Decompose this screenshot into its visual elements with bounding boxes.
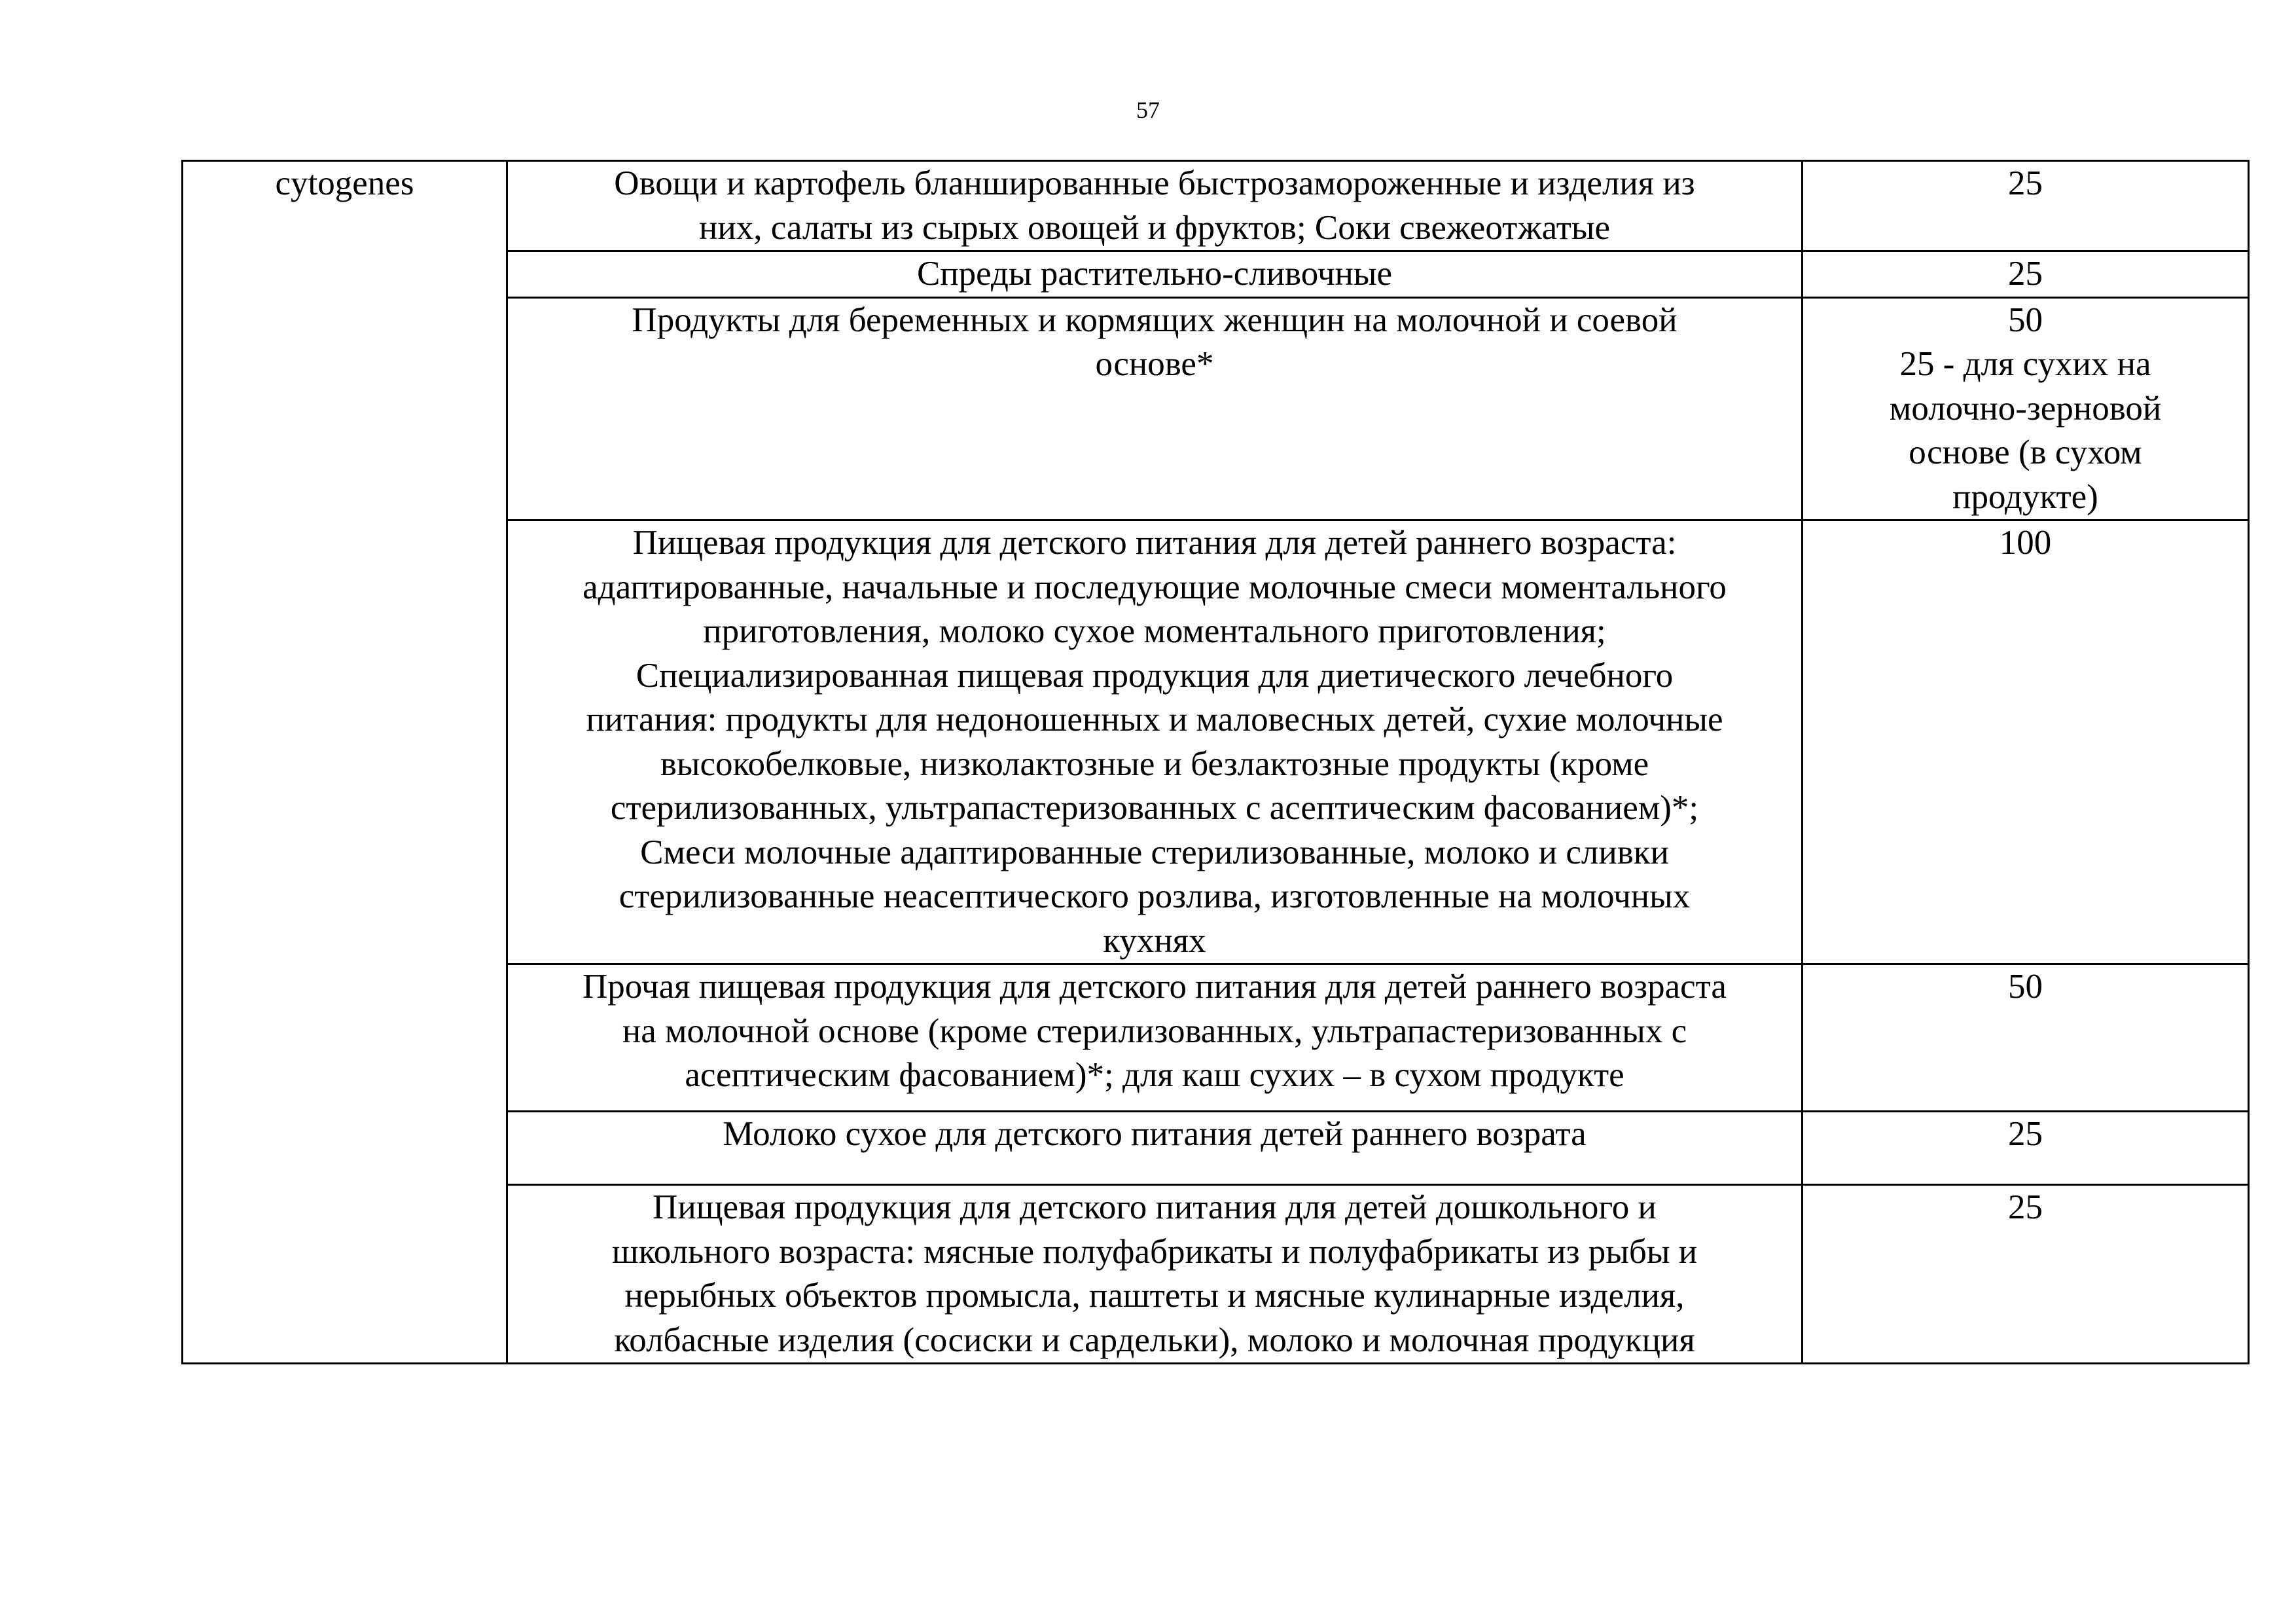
value-text-line: 25 - для сухих на <box>1899 345 2151 383</box>
product-text-line: питания: продукты для недоношенных и маловесных детей, сухие молочные <box>586 701 1723 739</box>
value-text-line: 25 <box>2008 164 2043 202</box>
product-text-line: стерилизованных, ультрапастеризованных с асептическим фасованием)*; <box>610 789 1699 827</box>
product-text-line: основе* <box>1095 345 1214 383</box>
product-text-line: Прочая пищевая продукция для детского питания для детей раннего возраста <box>583 968 1727 1006</box>
product-text-line: нерыбных объектов промысла, паштеты и мясные кулинарные изделия, <box>624 1277 1685 1315</box>
value-cell <box>1803 964 2249 1112</box>
product-text-line: Специализированная пищевая продукция для диетического лечебного <box>636 656 1674 695</box>
value-text-line: молочно-зерновой <box>1889 389 2162 428</box>
page-number: 57 <box>1136 97 1160 123</box>
product-text-line: Пищевая продукция для детского питания для детей дошкольного и <box>653 1188 1657 1226</box>
product-text-line: высокобелковые, низколактозные и безлактозные продукты (кроме <box>660 744 1649 783</box>
product-text-line: них, салаты из сырых овощей и фруктов; Соки свежеотжатые <box>698 208 1611 247</box>
product-text-line: Смеси молочные адаптированные стерилизованные, молоко и сливки <box>640 833 1669 871</box>
product-cell <box>507 1185 1803 1364</box>
product-text-line: приготовления, молоко сухое моментального приготовления; <box>703 612 1606 650</box>
value-cell <box>1803 520 2249 964</box>
product-text-line: Молоко сухое для детского питания детей раннего возрата <box>723 1115 1587 1153</box>
product-text-line: адаптированные, начальные и последующие молочные смеси моментального <box>583 568 1727 606</box>
value-cell <box>1803 251 2249 298</box>
value-cell <box>1803 297 2249 520</box>
product-text-line: колбасные изделия (сосиски и сардельки), молоко и молочная продукция <box>614 1321 1695 1359</box>
value-text-line: 25 <box>2008 1188 2043 1226</box>
product-cell <box>507 964 1803 1112</box>
value-text-line: 25 <box>2008 1115 2043 1153</box>
product-cell <box>507 520 1803 964</box>
product-cell <box>507 251 1803 298</box>
value-text-line: 25 <box>2008 255 2043 293</box>
norms-table-body <box>183 161 2249 1364</box>
product-text-line: стерилизованные неасептического розлива, изготовленные на молочных <box>619 877 1691 915</box>
organism-name: cytogenes <box>275 164 414 202</box>
value-text-line: 50 <box>2008 301 2043 339</box>
product-text-line: на молочной основе (кроме стерилизованных, ультрапастеризованных с <box>622 1012 1687 1050</box>
product-text-line: кухнях <box>1103 921 1206 960</box>
product-text-line: Спреды растительно-сливочные <box>916 255 1393 293</box>
value-text-line: 50 <box>2008 968 2043 1006</box>
product-cell <box>507 161 1803 251</box>
product-cell <box>507 297 1803 520</box>
norms-table <box>181 160 2250 1364</box>
value-cell <box>1803 1112 2249 1185</box>
value-cell <box>1803 161 2249 251</box>
table-row <box>183 161 2249 251</box>
value-text-line: основе (в сухом <box>1909 433 2142 471</box>
value-text-line: продукте) <box>1952 477 2098 516</box>
value-cell <box>1803 1185 2249 1364</box>
organism-cell <box>183 161 507 1364</box>
product-text-line: школьного возраста: мясные полуфабрикаты и полуфабрикаты из рыбы и <box>611 1232 1698 1271</box>
product-text-line: Овощи и картофель бланшированные быстрозамороженные и изделия из <box>614 164 1695 202</box>
product-text-line: Продукты для беременных и кормящих женщин на молочной и соевой <box>632 301 1677 339</box>
product-cell <box>507 1112 1803 1185</box>
product-text-line: асептическим фасованием)*; для каш сухих – в сухом продукте <box>685 1056 1624 1094</box>
product-text-line: Пищевая продукция для детского питания для детей раннего возраста: <box>632 524 1677 562</box>
value-text-line: 100 <box>1999 524 2052 562</box>
